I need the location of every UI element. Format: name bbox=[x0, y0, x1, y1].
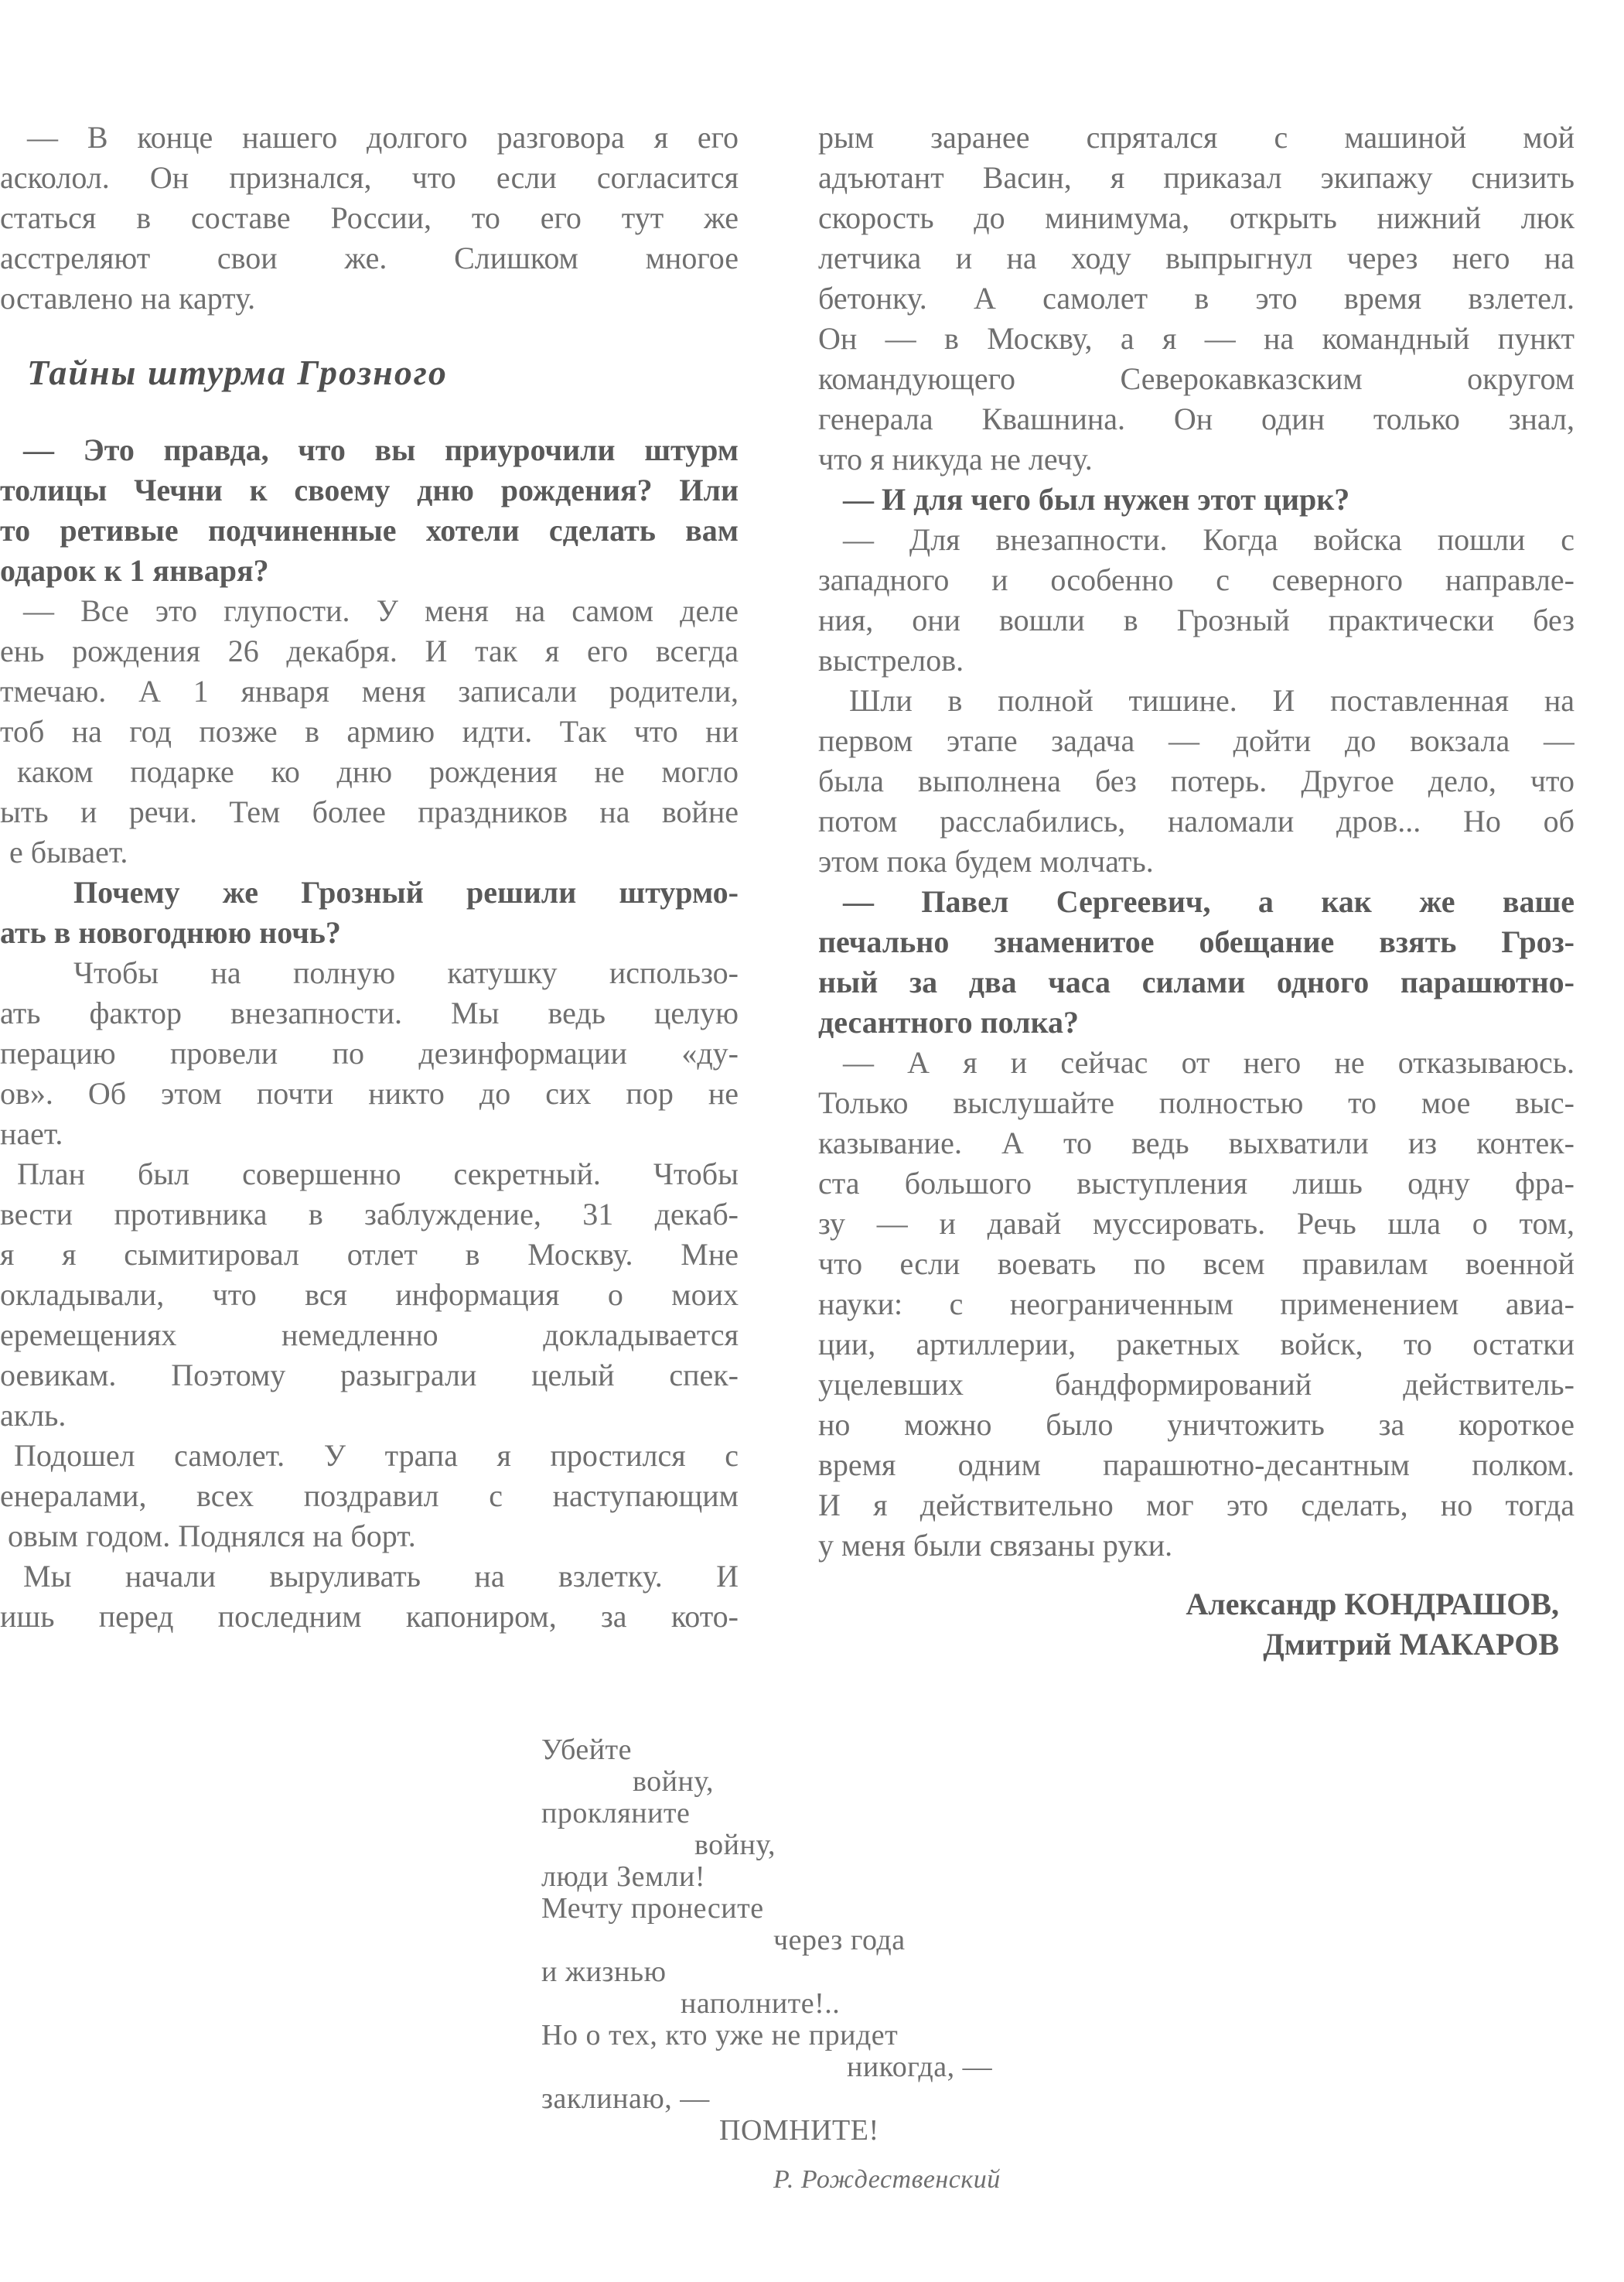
text-line: каком подарке ко дню рождения не могло bbox=[17, 754, 739, 789]
text-line: рым заранее спрятался с машиной мой bbox=[818, 120, 1575, 155]
poem-lines bbox=[541, 1734, 1145, 2147]
text-line: окладывали, что вся информация о моих bbox=[0, 1277, 739, 1312]
text-line: Только выслушайте полностью то мое выс- bbox=[818, 1085, 1575, 1120]
text-line: адъютант Васин, я приказал экипажу снизить bbox=[818, 160, 1575, 195]
text-line: — И для чего был нужен этот цирк? bbox=[843, 482, 1350, 517]
text-line: Чтобы на полную катушку использо- bbox=[73, 955, 739, 990]
text-line: но можно было уничтожить за короткое bbox=[818, 1407, 1575, 1442]
text-line: е бывает. bbox=[9, 835, 128, 869]
poem-line: Мечту пронесите bbox=[541, 1893, 764, 1925]
text-line: генерала Квашнина. Он один только знал, bbox=[818, 401, 1575, 436]
text-line: Шли в полной тишине. И поставленная на bbox=[849, 683, 1575, 718]
text-line: тмечаю. А 1 января меня записали родители, bbox=[0, 674, 739, 709]
text-line: печально знаменитое обещание взять Гроз- bbox=[818, 924, 1575, 959]
text-line: ния, они вошли в Грозный практически без bbox=[818, 603, 1575, 637]
text-line: зу — и давай муссировать. Речь шла о том, bbox=[818, 1206, 1575, 1241]
text-line: выстрелов. bbox=[818, 643, 964, 678]
text-line: статься в составе России, то его тут же bbox=[0, 200, 739, 235]
text-line: — А я и сейчас от него не отказываюсь. bbox=[843, 1045, 1575, 1080]
text-line: ции, артиллерии, ракетных войск, то остатки bbox=[818, 1327, 1575, 1361]
article-right-column bbox=[818, 118, 1575, 1665]
text-line: ыть и речи. Тем более праздников на войне bbox=[0, 794, 739, 829]
text-line: ень рождения 26 декабря. И так я его всегда bbox=[0, 634, 739, 668]
text-line: скорость до минимума, открыть нижний люк bbox=[818, 200, 1575, 235]
text-line: уцелевших бандформирований действитель- bbox=[818, 1367, 1575, 1402]
text-line: ать фактор внезапности. Мы ведь целую bbox=[0, 996, 739, 1030]
text-line: — Это правда, что вы приурочили штурм bbox=[23, 432, 739, 467]
text-line: акль. bbox=[0, 1398, 67, 1433]
poem-line: войну, bbox=[633, 1766, 715, 1798]
poem-line: никогда, — bbox=[847, 2051, 993, 2083]
text-line: асколол. Он признался, что если согласится bbox=[0, 160, 739, 195]
text-line: летчика и на ходу выпрыгнул через него на bbox=[818, 241, 1575, 275]
text-line: еремещениях немедленно докладывается bbox=[0, 1317, 739, 1352]
text-line: этом пока будем молчать. bbox=[818, 844, 1154, 879]
text-line: бетонку. А самолет в это время взлетел. bbox=[818, 281, 1575, 316]
poem-line: люди Земли! bbox=[541, 1861, 705, 1893]
text-line: — В конце нашего долгого разговора я его bbox=[27, 120, 739, 155]
poem-line: и жизнью bbox=[541, 1956, 667, 1988]
text-line: то ретивые подчиненные хотели сделать вам bbox=[0, 513, 739, 548]
poem-line: Убейте bbox=[541, 1734, 633, 1766]
text-line: Подошел самолет. У трапа я простился с bbox=[14, 1438, 739, 1473]
article-left-column bbox=[0, 118, 739, 1637]
text-line: перацию провели по дезинформации «ду- bbox=[0, 1036, 739, 1071]
poem-line: прокляните bbox=[541, 1798, 691, 1829]
text-line: первом этапе задача — дойти до вокзала — bbox=[818, 723, 1575, 758]
text-line: ать в новогоднюю ночь? bbox=[0, 915, 341, 950]
article-right-text bbox=[818, 118, 1575, 1566]
text-line: План был совершенно секретный. Чтобы bbox=[17, 1156, 739, 1191]
text-line: время одним парашютно-десантным полком. bbox=[818, 1447, 1575, 1482]
poem-line: ПОМНИТЕ! bbox=[719, 2115, 879, 2147]
text-line: Он — в Москву, а я — на командный пункт bbox=[818, 321, 1575, 356]
text-line: — Все это глупости. У меня на самом деле bbox=[23, 593, 739, 628]
section-heading: Тайны штурма Грозного bbox=[27, 353, 448, 392]
text-line: — Павел Сергеевич, а как же ваше bbox=[843, 884, 1575, 919]
poem-line: войну, bbox=[694, 1829, 776, 1861]
text-line: была выполнена без потерь. Другое дело, что bbox=[818, 764, 1575, 798]
text-line: потом расслабились, наломали дров... Но об bbox=[818, 804, 1575, 839]
poem-author: Р. Рождественский bbox=[773, 2165, 1001, 2194]
text-line: одарок к 1 января? bbox=[0, 553, 269, 588]
article-byline bbox=[818, 1584, 1575, 1665]
text-line: Мы начали выруливать на взлетку. И bbox=[23, 1559, 739, 1594]
text-line: десантного полка? bbox=[818, 1005, 1080, 1040]
text-line: ста большого выступления лишь одну фра- bbox=[818, 1166, 1575, 1201]
poem-block bbox=[541, 1734, 1145, 2195]
poem-line: через года bbox=[773, 1925, 906, 1956]
text-line: нает. bbox=[0, 1116, 63, 1151]
text-line: ный за два часа силами одного парашютно- bbox=[818, 965, 1575, 999]
byline-author: Александр КОНДРАШОВ, bbox=[1186, 1587, 1559, 1621]
text-line: тоб на год позже в армию идти. Так что ни bbox=[0, 714, 739, 749]
text-line: Почему же Грозный решили штурмо- bbox=[73, 875, 739, 910]
text-line: западного и особенно с северного направле- bbox=[818, 562, 1575, 597]
text-line: оевикам. Поэтому разыграли целый спек- bbox=[0, 1358, 739, 1392]
text-line: ишь перед последним капониром, за кото- bbox=[0, 1599, 739, 1634]
text-line: науки: с неограниченным применением авиа- bbox=[818, 1286, 1575, 1321]
poem-line: наполните!.. bbox=[681, 1988, 841, 2020]
text-line: у меня были связаны руки. bbox=[818, 1528, 1173, 1563]
text-line: енералами, всех поздравил с наступающим bbox=[0, 1478, 739, 1513]
text-line: асстреляют свои же. Слишком многое bbox=[0, 241, 739, 275]
text-line: ов». Об этом почти никто до сих пор не bbox=[0, 1076, 739, 1111]
poem-line: Но о тех, кто уже не придет bbox=[541, 2020, 899, 2051]
text-line: я я сымитировал отлет в Москву. Мне bbox=[0, 1237, 739, 1272]
text-line: казывание. А то ведь выхватили из контек- bbox=[818, 1126, 1575, 1160]
text-line: командующего Северокавказским округом bbox=[818, 361, 1575, 396]
text-line: вести противника в заблуждение, 31 декаб- bbox=[0, 1197, 739, 1232]
text-line: что я никуда не лечу. bbox=[818, 442, 1093, 477]
byline-author: Дмитрий МАКАРОВ bbox=[1263, 1627, 1559, 1662]
text-line: что если воевать по всем правилам военной bbox=[818, 1246, 1575, 1281]
poem-line: заклинаю, — bbox=[541, 2083, 710, 2115]
text-line: толицы Чечни к своему дню рождения? Или bbox=[0, 473, 739, 507]
text-line: И я действительно мог это сделать, но тогда bbox=[818, 1488, 1575, 1522]
text-line: оставлено на карту. bbox=[0, 281, 256, 316]
text-line: — Для внезапности. Когда войска пошли с bbox=[843, 522, 1575, 557]
text-line: овым годом. Поднялся на борт. bbox=[8, 1518, 416, 1553]
